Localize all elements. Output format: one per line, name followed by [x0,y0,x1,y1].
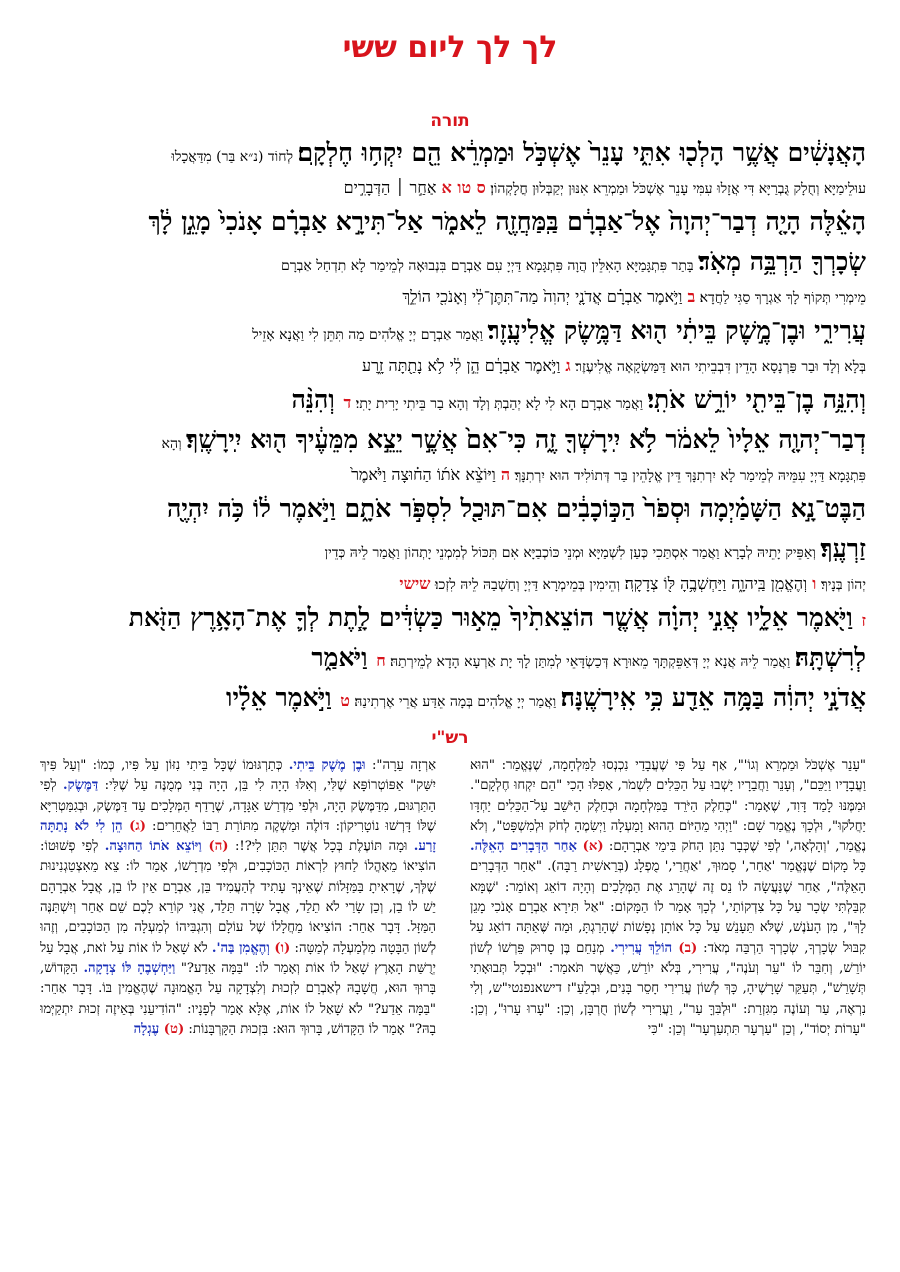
targum-text: יְהוֹן בְּנָיךְ׃ [816,577,866,593]
verse-text: שְׂכָרְךָ֖ הַרְבֵּ֥ה מְאֹֽד׃ [698,247,866,276]
rashi-text: לֹא שָׁאַל לוֹ אוֹת עַל זֹאת, אֲבָל עַל יְרֻשַּׁת הָאָרֶץ שָׁאַל לוֹ אוֹת וְאָמַר לוֹ: "בַּמָּה אֵדַע?" [40,940,436,976]
verse-text: זַרְעֶֽךָ׃ [820,534,866,563]
targum-text: לְחוֹד (נ״א בַּר) מִדַּאֲכָלוּ [171,149,298,165]
rashi-text: "עָנֵר אֶשְׁכֹּל וּמַמְרֵא וְגוֹ'", אַף עַל פִּי שֶׁעֲבָדַי נִכְנְסוּ לַמִּלְחָמָה, שֶׁנֶּאֱמַר: "הוּא וַעֲבָדָיו וַיַּכֵּם", וְעָנֵר וַחֲבֵרָיו יָשְׁבוּ עַל הַכֵּלִים לִשְׁמֹר, אַפִלּוּ הָכִי "הֵם יִקְחוּ חֶלְקָם". וּמִמֶּנּוּ לָמַד דָּוִד, שֶׁאָמַר: "כְּחֵלֶק הַיֹּרֵד בַּמִּלְחָמָה וּכְחֵלֶק הַיֹּשֵׁב עַל־הַכֵּלִים יַחְדָּו יַחֲלֹקוּ", וּלְכָךְ נֶאֱמַר שָׁם: "וַיְהִי מֵהַיּוֹם הַהוּא וָמַעְלָה וַיְשִׂמֶהָ לְחֹק וּלְמִשְׁפָּט", וְלֹא נֶאֱמַר, 'וְהָלְאָה,' לְפִי שֶׁכְּבָר נִתַּן הַחֹק בִּימֵי אַבְרָהָם: [470,758,866,855]
rashi-column-left [40,756,436,1256]
verse-text: הָאֲנָשִׁ֔ים אֲשֶׁ֥ר הָלְכ֖וּ אִתִּ֑י עָנֵר֙ אֶשְׁכֹּ֣ל וּמַמְרֵ֔א הֵ֖ם יִקְח֥וּ חֶלְקָֽם׃ [297,138,866,167]
rashi-heading: הוֹלֵךְ עֲרִירִי. [610,940,679,956]
verse-marker: ג [565,356,571,375]
rashi-heading: וּבֶן מֶשֶׁק בֵּיתִי. [288,758,366,773]
verse-text: וַיֹּ֣אמֶר אַבְרָ֗ם אֲדֹנָ֤י יְהוִה֙ מַה־תִּתֶּן־לִ֔י וְאָנֹכִ֖י הוֹלֵ֣ךְ [402,287,688,306]
torah-line [38,287,866,316]
targum-text: מֵימְרִי תְּקוֹף לָךְ אַגְרָךְ סַגִּי לַחֲדָא׃ [695,290,866,306]
rashi-heading: הֵן לִי לֹא נָתַתָּה זָרַע. [40,818,436,855]
verse-text: וְהִנֵּ֨ה [291,385,344,414]
rashi-section-heading: רש"י [431,728,469,748]
verse-reference: (ב) [678,940,698,956]
rashi-text: הַקָּדוֹשׁ, בָּרוּךְ הוּא, חֲשָׁבָהּ לְאַבְרָם לִזְכוּת וְלִצְדָקָה עַל הָאֱמוּנָה שֶׁהֶאֱמִין בּוֹ. דָּבָר אַחֵר: "בַּמָּה אֵדַע?" לֹא שָׁאַל לוֹ אוֹת, אֶלָּא אָמַר לְפָנָיו: "הוֹדִיעֵנִי בְּאֵיזֶה זְכוּת יִתְקַיְּמוּ בָהּ?" אָמַר לוֹ הַקָּדוֹשׁ, בָּרוּךְ הוּא: בִּזְכוּת הַקָּרְבָּנוֹת: [40,960,436,1037]
torah-line [38,356,866,385]
verse-text: וְהֶאֱמִ֖ן בַּֽיהוָ֑ה וַיַּחְשְׁבֶ֥הָ לּ֖וֹ צְדָקָֽה׃ [624,574,813,593]
verse-text: לְרִשְׁתָּֽהּ׃ [794,643,866,672]
verse-text: אַחַ֣ר ׀ הַדְּבָרִ֣ים [343,178,442,197]
torah-line [38,683,866,723]
rashi-text: כְּתַרְגּוּמוֹ שֶׁכָּל בֵּיתִי נִזּוֹן עַל פִּיו, כְּמוֹ: "וְעַל פִּיךְ יִשַּׁק" אַפּוֹטְרוֹפָּא שֶׁלִּי, וְאִלּוּ הָיָה לִי בֵּן, הָיָה בְּנִי מְמֻנֶּה עַל שֶׁלִּי: [40,758,436,794]
verse-text: וַיֹּאמַ֑ר [311,643,377,672]
torah-line [38,178,866,207]
torah-line [38,247,866,287]
rashi-heading: וַיּוֹצֵא אֹתוֹ הַחוּצָה. [104,839,209,855]
verse-text: וַיּוֹצֵ֨א אֹת֜וֹ הַח֗וּצָה וַיֹּ֙אמֶר֙ [351,465,501,484]
torah-line [38,465,866,494]
verse-marker: ט [340,691,350,710]
rashi-commentary [40,756,866,1256]
verse-reference: (ג) [129,818,146,834]
targum-text: וַאֲמַר יְיָ אֱלֹהִים בְּמָה אֵדַּע אֲרֵי אֶרְתִינַהּ׃ [349,694,561,710]
torah-line [38,425,866,465]
rashi-column-right [470,756,866,1256]
verse-text: דְבַר־יְהוָ֤ה אֵלָיו֙ לֵאמֹ֔ר לֹ֥א יִֽירָשְׁךָ֖ זֶ֑ה כִּי־אִם֙ אֲשֶׁ֣ר יֵצֵ֣א מִמֵּעֶ֔יךָ ה֖וּא יִֽירָשֶֽׁךָ׃ [186,425,866,454]
torah-line [38,494,866,534]
rashi-heading: דַּמֶּשֶׂק. [63,778,99,794]
targum-text: פִּתְגָּמָא דַּיְיָ עִמֵּיהּ לְמֵימַר לָא יִרְתִנָּךְ דֵּין אֱלָהֵין בַּר דְּתוֹלִיד הוּא יִרְתִנָּךְ׃ [510,468,866,484]
verse-marker: ו [812,574,817,593]
rashi-heading: עֶגְלָה [133,1021,164,1037]
torah-line [38,207,866,247]
rashi-heading: וְהֶאֱמִן בַּה'. [211,940,275,956]
torah-line [38,316,866,356]
targum-text: עוּלֵימַיָּא וְחֻלָק גֻּבְרַיָּא דִּי אֲזָלוּ עִמִּי עָנֵר אֶשְׁכֹּל וּמַמְרֵא אִנּוּן יְקַבְּלוּן חֳלָקְהוֹן׃ [485,181,866,197]
torah-line [38,138,866,178]
targum-text: וְהֵימִין בְּמֵימְרָא דַּיְיָ וְחַשְׁבַהּ לֵיהּ לִזְכוּ׃ [430,577,625,593]
targum-text: וְאַפֵּיק יָתֵיהּ לְבָרָא וַאֲמַר אִסְתַּכִי כְּעַן לִשְׁמַיָּא וּמְנֵי כּוֹכְבַיָּא אִם תִּכּוֹל לְמִמְנֵי יָתְהוֹן וַאֲמַר לֵיהּ כְּדֵין [324,545,821,561]
verse-text: וַיֹּ֣אמֶר אַבְרָ֔ם הֵ֣ן לִ֔י לֹ֥א נָתַ֖תָּה זָ֑רַע [362,356,566,375]
rashi-text: כָּל מָקוֹם שֶׁנֶּאֱמַר 'אַחַר,' סָמוּךְ, 'אַחֲרֵי,' מֻפְלָג (בְּרֵאשִׁית רַבָּה). "אַחַר הַדְּבָרִים הָאֵלֶּה", אַחַר שֶׁנַּעֲשָׂה לוֹ נֵס זֶה שֶׁהָרַג אֶת הַמְּלָכִים וְהָיָה דוֹאֵג וְאוֹמֵר: 'שֶׁמָּא קִבַּלְתִּי שְׂכָר עַל כָּל צִדְקוֹתַי,' לְכָךְ אָמַר לוֹ הַמָּקוֹם: "אַל תִּירָא אַבְרָם אָנֹכִי מָגֵן לָךְ", מִן הָעֹנֶשׁ, שֶׁלֹּא תֵּעָנֵשׁ עַל כָּל אוֹתָן נְפָשׁוֹת שֶׁהָרַגְתָּ, וּמַה שֶּׁאַתָּה דוֹאֵג עַל קִבּוּל שְׂכָרְךָ, שְׂכָרְךָ הַרְבֵּה מְאֹד: [470,859,866,956]
verse-reference: (ט) [163,1021,185,1037]
torah-line [38,574,866,603]
verse-marker: שישי [399,574,431,593]
targum-text: וַאֲמַר אַבְרָם הָא לִי לָא יְהַבְתְּ וְלָד וְהָא בַר בֵּיתִי יָרִית יָתִי׃ [351,396,648,412]
rashi-heading: אַחַר הַדְּבָרִים הָאֵלֶּה. [470,839,583,855]
rashi-text: לְפִי פְשׁוּטוֹ: הוֹצִיאוֹ מֵאָהֳלוֹ לַחוּץ לִרְאוֹת הַכּוֹכָבִים, וּלְפִי מִדְרָשׁוֹ, אָמַר לוֹ: צֵא מֵאִצְטַגְנִינוּת שֶׁלְּךָ, שֶׁרָאִיתָ בַּמַּזָּלוֹת שֶׁאֵינְךָ עָתִיד לְהַעֲמִיד בֵּן, אַבְרָם אֵין לוֹ בֵן, אֲבָל אַבְרָהָם יֵשׁ לוֹ בֵן, וְכֵן שָׂרַי לֹא תֵלֵד, אֲבָל שָׂרָה תֵּלֵד, אֲנִי קוֹרֵא לָכֶם שֵׁם אַחֵר וְיִשְׁתַּנֶּה הַמַּזָּל. דָּבָר אַחֵר: הוֹצִיאוֹ מֵחֲלָלוֹ שֶׁל עוֹלָם וְהִגְבִּיהוֹ לְמַעְלָה מִן הַכּוֹכָבִים, וְזֶהוּ לְשׁוֹן הַבָּטָה מִלְמַעְלָה לְמַטָּה: [40,839,436,956]
verse-marker: ה [500,465,511,484]
rashi-text: לְפִי הַתַּרְגּוּם, מִדַּמֶּשֶׂק הָיָה, וּלְפִי מִדְרַשׁ אַגָּדָה, שֶׁרָדַף הַמְּלָכִים עַד דַּמֶּשֶׂק, וּבְגִמַּטְרִיָּא שֶׁלּוֹ דָּרְשׁוּ נוֹטָרִיקוֹן: דּוֹלֶה וּמַשְׁקֶה מִתּוֹרַת רַבּוֹ לַאֲחֵרִים: [40,778,436,834]
torah-section-heading: תורה [430,111,470,131]
targum-text: וְהָא [161,436,187,452]
verse-reference: (א) [582,839,604,855]
verse-text: וַיֹּ֖אמֶר אֵלָ֑יו אֲנִ֣י יְהוָ֗ה אֲשֶׁ֤ר הוֹצֵאתִ֙יךָ֙ מֵא֣וּר כַּשְׂדִּ֔ים לָ֧תֶת לְךָ֛ אֶת־הָאָ֥רֶץ הַזֹּ֖את [128,603,862,632]
rashi-text: וּמָה תּוֹעֶלֶת בְּכָל אֲשֶׁר תִּתֵּן לִי?!: [228,839,414,855]
targum-text: וַאֲמַר לֵיהּ אֲנָא יְיָ דְּאַפֵּקְתָּךְ מֵאוּרָא דְּכַשְׂדָּאֵי לְמִתַּן לָךְ יָת אַרְעָא הָדָא לְמֵירְתַהּ׃ [385,654,795,670]
page-title: לך לך ליום ששי [342,30,558,65]
torah-line [38,603,866,643]
verse-reference: (ו) [274,940,291,956]
verse-marker: ח [376,651,386,670]
verse-marker: ז [861,611,866,630]
targum-text: בְּלָא וְלָד וּבַר פַּרְנָסָא הָדֵין דִּבְבֵיתִי הוּא דַּמַּשְׂקָאָה אֱלִיעֶזֶר׃ [570,359,866,375]
torah-line [38,385,866,425]
verse-marker: ד [343,393,352,412]
targum-text: בָּתַר פִּתְגָּמַיָּא הָאִלֵּין הֲוָה פִּתְגָּמָא דַּיְיָ עִם אַבְרָם בִּנְבוּאָה לְמֵימַר לָא תִדְחַל אַבְרָם [281,258,699,274]
verse-text: וְהִנֵּ֥ה בֶן־בֵּיתִ֖י יוֹרֵ֥שׁ אֹתִֽי׃ [647,385,866,414]
verse-reference: (ה) [208,839,229,855]
verse-text: הַבֶּט־נָ֣א הַשָּׁמַ֗יְמָה וּסְפֹר֙ הַכּ֣וֹכָבִ֔ים אִם־תּוּכַ֖ל לִסְפֹּ֣ר אֹתָ֑ם וַיֹּ֣אמֶר ל֔וֹ כֹּ֥ה יִהְיֶ֖ה [166,494,866,523]
targum-text: וַאֲמַר אַבְרָם יְיָ אֱלֹהִים מַה תִּתֵּן לִי וַאֲנָא אָזֵיל [252,327,488,343]
verse-marker: ס טו א [441,178,486,197]
rashi-heading: וַיַּחְשְׁבֶהָ לּוֹ צְדָקָה. [83,960,176,976]
rashi-text: אַרְזָה עֵרָה": [365,758,436,773]
torah-text-block [38,138,866,723]
verse-text: וַיֹּ֣אמֶר אֵלָ֗יו [226,683,341,712]
torah-line [38,534,866,574]
verse-text: הָאֵ֗לֶּה הָיָ֤ה דְבַר־יְהוָה֙ אֶל־אַבְרָ֔ם בַּֽמַּחֲזֶ֖ה לֵאמֹ֑ר אַל־תִּירָ֣א אַבְרָ֗ם אָנֹכִי֙ מָגֵ֣ן לָ֔ךְ [148,207,866,236]
verse-text: אֲדֹנָ֣י יְהוִ֔ה בַּמָּ֥ה אֵדַ֖ע כִּ֥י אִֽירָשֶֽׁנָּה׃ [560,683,866,712]
verse-marker: ב [687,287,696,306]
rashi-text: מְנַחֵם בֶּן סָרוּק פֵּרְשׁוֹ לְשׁוֹן יוֹרֵשׁ, וְחִבֵּר לוֹ "עֵר וְעֹנֶה", עֲרִירִי, בְּלֹא יוֹרֵשׁ, כַּאֲשֶׁר תֹּאמַר: "וּבְכָל תְּבוּאָתִי תְּשָׁרֵשׁ", תְּעַקֵּר שָׁרָשֶׁיהָ, כָּךְ לְשׁוֹן עֲרִירִי חָסֵר בָּנִים, וּבְלַעַ"ז דישאנפנטי"ש, וְלִי נִרְאֶה, עַר וְעוֹנֶה מִגִּזְרַת: "וּלְבִּךָּ עַר", וַעֲרִירִי לְשׁוֹן חֻרְבָּן, וְכֵן: "עָרוּ עָרוּ", וְכֵן: "עָרוֹת יְסוֹד", וְכֵן "עַרְעָר תִּתְעַרְעָר" וְכֵן: "כִּי [470,940,866,1037]
torah-line [38,643,866,683]
verse-text: עֲרִירִ֑י וּבֶן־מֶ֣שֶׁק בֵּיתִ֔י ה֖וּא דַּמֶּ֥שֶׂק אֱלִיעֶֽזֶר׃ [487,316,866,345]
